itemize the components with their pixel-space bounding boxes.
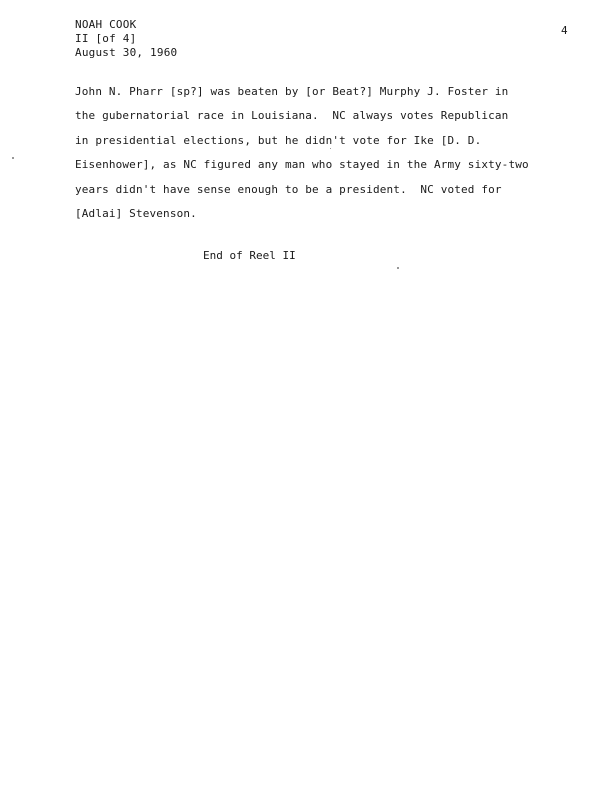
transcript-line: [Adlai] Stevenson. xyxy=(75,207,197,221)
transcript-line: in presidential elections, but he didn't vote for Ike [D. D. xyxy=(75,133,482,147)
reel-number: II [of 4] xyxy=(75,32,137,45)
transcript-line: Eisenhower], as NC figured any man who stayed in the Army sixty-two xyxy=(75,158,529,172)
transcript-line: years didn't have sense enough to be a president. NC voted for xyxy=(75,182,502,196)
end-of-reel-note: End of Reel II xyxy=(203,249,296,262)
scan-speck xyxy=(397,267,399,269)
interview-date: August 30, 1960 xyxy=(75,46,178,59)
scan-speck xyxy=(330,148,331,149)
document-header xyxy=(75,18,177,60)
transcript-line: the gubernatorial race in Louisiana. NC always votes Republican xyxy=(75,109,509,123)
scan-speck xyxy=(12,157,14,159)
transcript-body xyxy=(75,80,575,226)
interviewee-name: NOAH COOK xyxy=(75,18,137,31)
page-number: 4 xyxy=(561,24,568,37)
transcript-line: John N. Pharr [sp?] was beaten by [or Beat?] Murphy J. Foster in xyxy=(75,85,509,98)
